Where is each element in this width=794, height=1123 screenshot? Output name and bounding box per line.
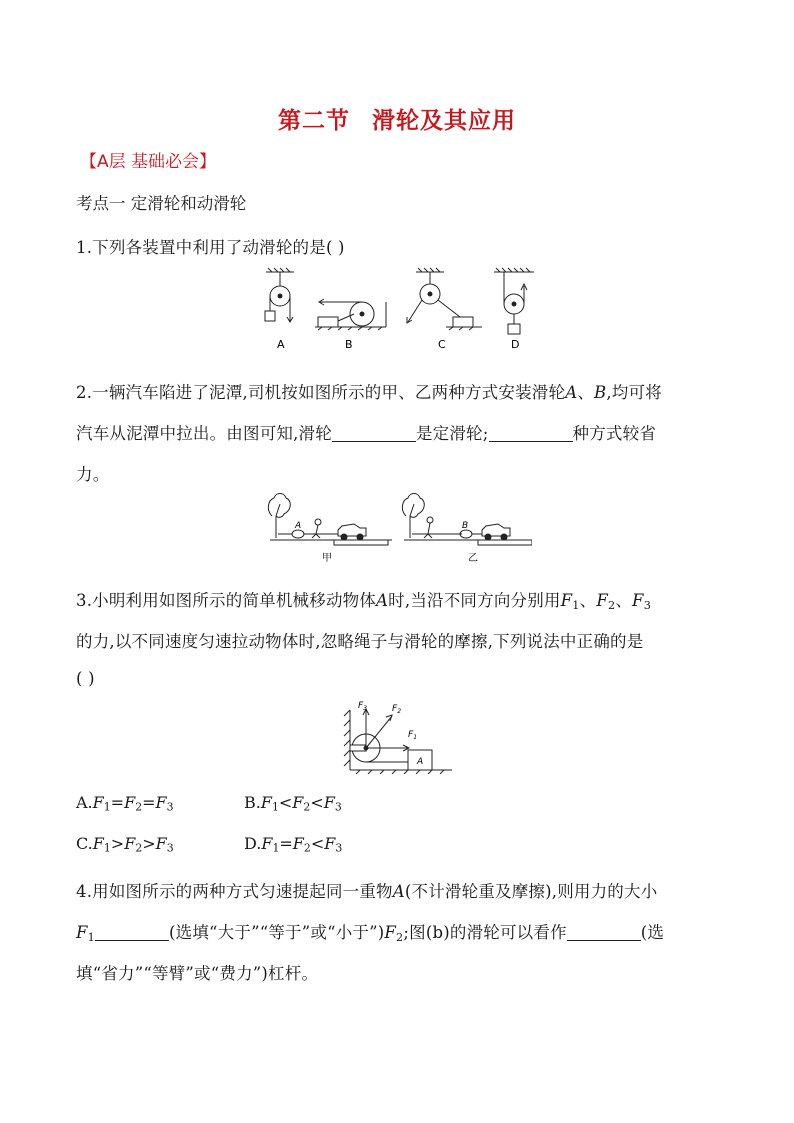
- section-tag: 【A层 基础必会】: [80, 152, 217, 172]
- question-2-line-1: 2.一辆汽车陷进了泥潭,司机按如图所示的甲、乙两种方式安装滑轮A、B,均可将: [76, 383, 662, 402]
- figure-b-pulley: [315, 299, 386, 330]
- question-3-line-3: ( ): [76, 669, 95, 688]
- option-a[interactable]: $A.F_1=F_2=F_3$: [76, 793, 174, 814]
- page-title: [0, 102, 794, 135]
- title-part2: 滑轮及其应用: [372, 108, 516, 134]
- answer-blank-3[interactable]: [95, 922, 169, 941]
- figure-a-fixed-pulley: [265, 268, 294, 322]
- question-4-line-2: $F_1$ (选填“大于”“等于”或“小于$”)F_2$;图(b)的滑轮可以看作 (选: [76, 923, 665, 944]
- figure-label-d: D: [511, 338, 520, 351]
- option-c[interactable]: $C.F_1>F_2>F_3$: [76, 834, 174, 855]
- answer-blank-1[interactable]: [332, 423, 416, 442]
- question-4-line-1: 4.用如图所示的两种方式匀速提起同一重物A(不计滑轮重及摩擦),则用力的大小: [76, 882, 658, 901]
- block-label-a: A: [417, 757, 424, 767]
- question-1-figure: [250, 266, 550, 356]
- figure-label-a: A: [277, 338, 285, 351]
- scene-label-yi: 乙: [468, 553, 478, 564]
- option-b[interactable]: $B.F_1<F_2<F_3$: [244, 793, 342, 814]
- scene-yi: [402, 494, 532, 546]
- pulley-label-b: B: [462, 521, 469, 531]
- question-3-line-2: 的力,以不同速度匀速拉动物体时,忽略绳子与滑轮的摩擦,下列说法中正确的是: [76, 632, 644, 651]
- option-d[interactable]: $D.F_1=F_2<F_3$: [244, 834, 343, 855]
- answer-blank-4[interactable]: [567, 922, 641, 941]
- figure-label-b: B: [345, 338, 353, 351]
- question-3-line-1: 3.小明利用如图所示的简单机械移动物体A时,当沿不同方向分别用$F_1$、$F_2$、$F_3$: [76, 591, 652, 612]
- question-2-line-2: 汽车从泥潭中拉出。由图可知,滑轮 是定滑轮; 种方式较省: [76, 424, 657, 443]
- question-2-line-3: 力。: [76, 465, 110, 484]
- scene-label-jia: 甲: [322, 553, 332, 564]
- question-3-figure: [340, 694, 455, 774]
- force-label-f2: $F_2$: [392, 704, 402, 715]
- figure-label-c: C: [438, 338, 446, 351]
- force-label-f3: $F_3$: [358, 701, 368, 712]
- scene-jia: [268, 494, 392, 546]
- figure-d-movable-pulley: [494, 268, 534, 334]
- question-4-line-3: 填“省力”“等臂”或“费力”)杠杆。: [76, 964, 319, 983]
- question-1-text: 1.下列各装置中利用了动滑轮的是( ): [76, 238, 345, 257]
- topic-heading: 考点一 定滑轮和动滑轮: [76, 194, 247, 213]
- force-label-f1: $F_1$: [408, 730, 418, 741]
- answer-blank-2[interactable]: [489, 423, 573, 442]
- question-2-figure: [262, 490, 532, 565]
- title-part1: 第二节: [278, 108, 350, 134]
- figure-c-pulley: [407, 268, 482, 330]
- pulley-label-a: A: [295, 521, 302, 531]
